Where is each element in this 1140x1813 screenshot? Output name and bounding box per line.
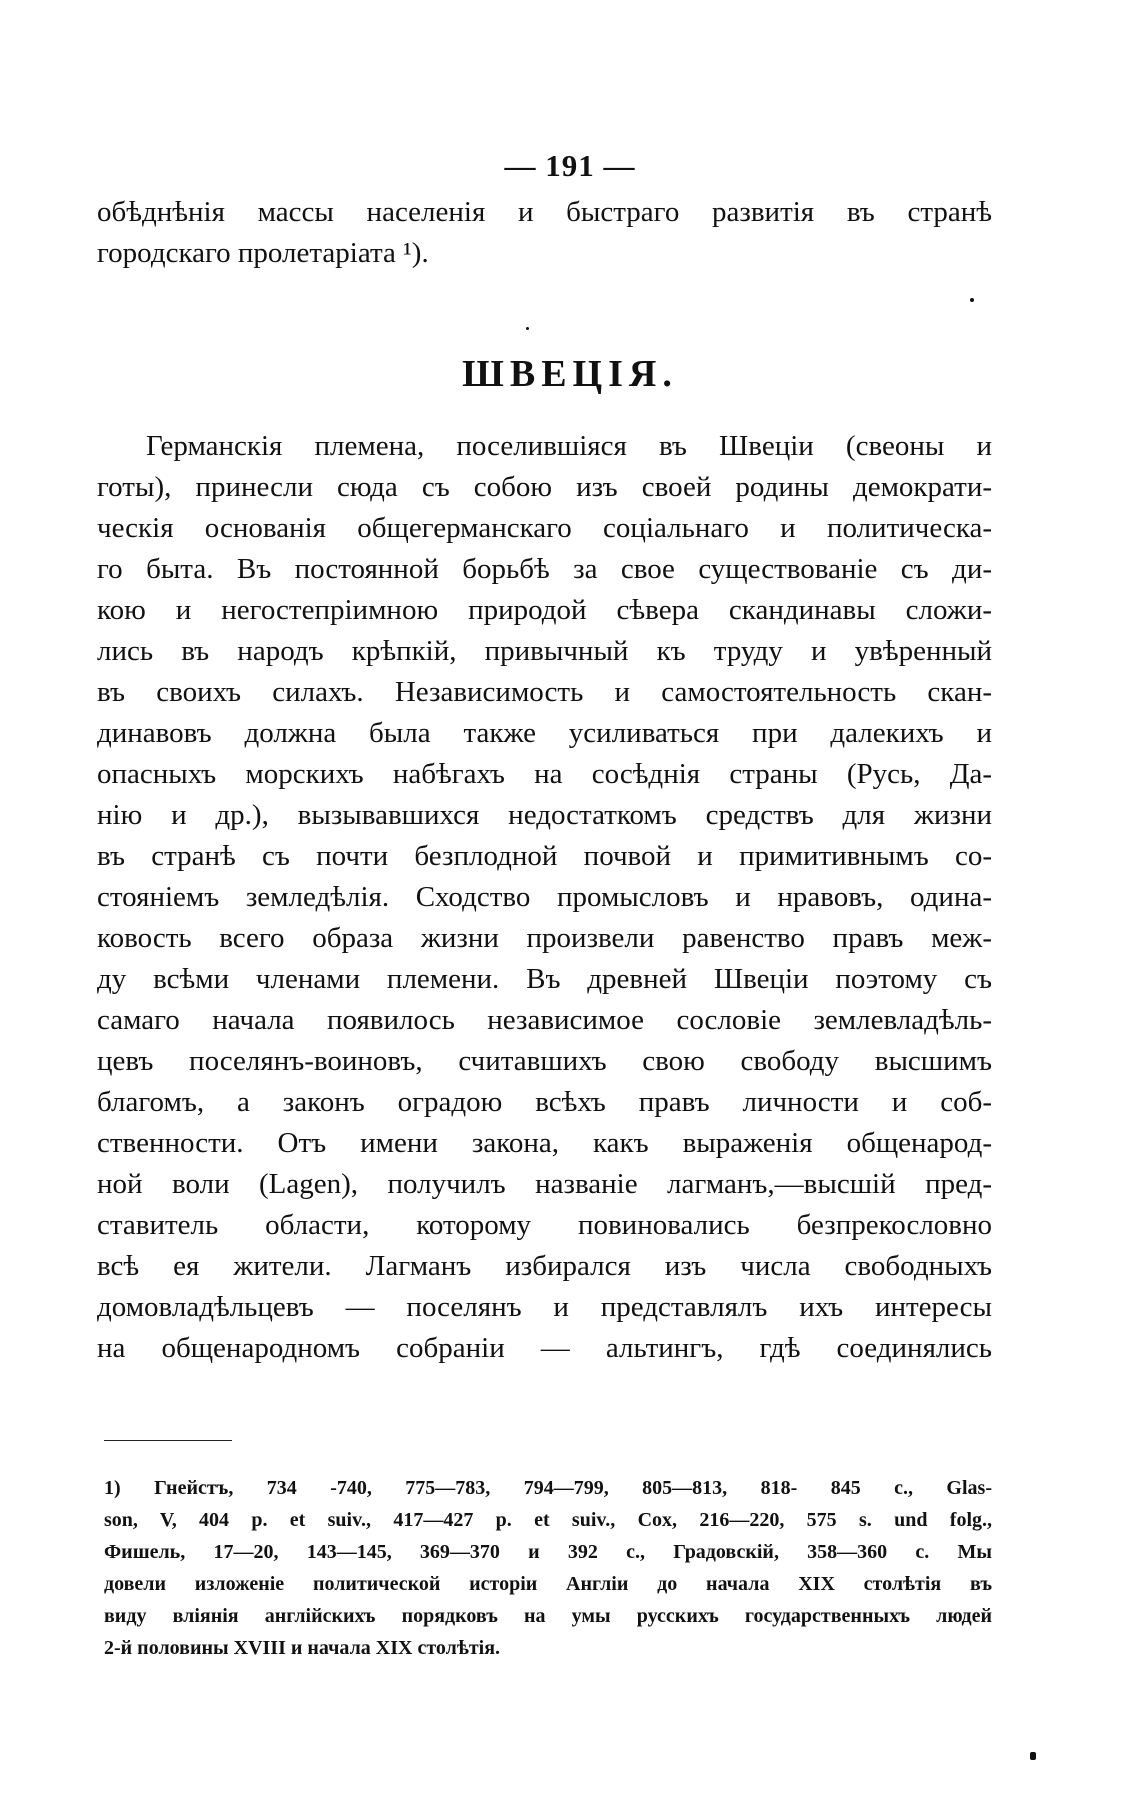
body-line: опасныхъ морскихъ набѣгахъ на сосѣднія страны (Русь, Да- [97, 758, 992, 790]
body-line: ду всѣми членами племени. Въ древней Швеціи поэтому съ [97, 963, 992, 995]
body-line: динавовъ должна была также усиливаться при далекихъ и [97, 717, 992, 749]
footnote-line: Фишель, 17—20, 143—145, 369—370 и 392 с., Градовскій, 358—360 с. Мы [104, 1541, 992, 1563]
print-speck [526, 327, 529, 330]
body-line: самаго начала появилось независимое сословіе землевладѣль- [97, 1004, 992, 1036]
intro-line: городскаго пролетаріата ¹). [97, 237, 429, 269]
body-line: Германскія племена, поселившіяся въ Швеціи (свеоны и [146, 430, 992, 462]
page-number: — 191 — [504, 148, 636, 183]
body-line: готы), принесли сюда съ собою изъ своей родины демократи- [97, 471, 992, 503]
body-line: стояніемъ земледѣлія. Сходство промысловъ и нравовъ, одина- [97, 881, 992, 913]
body-line: цевъ поселянъ-воиновъ, считавшихъ свою свободу высшимъ [97, 1045, 992, 1077]
body-line: на общенародномъ собраніи — альтингъ, гдѣ соединялись [97, 1332, 992, 1364]
section-heading: ШВЕЦІЯ. [462, 353, 678, 395]
body-line: домовладѣльцевъ — поселянъ и представлялъ ихъ интересы [97, 1291, 992, 1323]
print-speck [1030, 1752, 1036, 1760]
footnote-separator [104, 1440, 232, 1441]
footnote-line: son, V, 404 p. et suiv., 417—427 p. et suiv., Cox, 216—220, 575 s. und folg., [104, 1509, 992, 1531]
body-line: благомъ, а законъ оградою всѣхъ правъ личности и соб- [97, 1086, 992, 1118]
body-line: ческія основанія общегерманскаго соціальнаго и политическа- [97, 512, 992, 544]
body-line: всѣ ея жители. Лагманъ избирался изъ числа свободныхъ [97, 1250, 992, 1282]
body-line: въ своихъ силахъ. Независимость и самостоятельность скан- [97, 676, 992, 708]
body-line: ковость всего образа жизни произвели равенство правъ меж- [97, 922, 992, 954]
footnote-line: 2-й половины XVIII и начала XIX столѣтія. [104, 1637, 501, 1659]
footnote-line: 1) Гнейстъ, 734 -740, 775—783, 794—799, 805—813, 818- 845 с., Glas- [104, 1477, 992, 1499]
body-line: въ странѣ съ почти безплодной почвой и примитивнымъ со- [97, 840, 992, 872]
print-speck [970, 298, 974, 302]
body-line: ставитель области, которому повиновались безпрекословно [97, 1209, 992, 1241]
intro-line: обѣднѣнія массы населенія и быстраго развитія въ странѣ [97, 196, 992, 228]
footnote-line: довели изложеніе политической исторіи Англіи до начала XIX столѣтія въ [104, 1573, 992, 1595]
body-line: лись въ народъ крѣпкій, привычный къ труду и увѣренный [97, 635, 992, 667]
body-line: ной воли (Lagen), получилъ названіе лагманъ,—высшій пред- [97, 1168, 992, 1200]
body-line: кою и негостепріимною природой сѣвера скандинавы сложи- [97, 594, 992, 626]
body-line: нію и др.), вызывавшихся недостаткомъ средствъ для жизни [97, 799, 992, 831]
body-line: го быта. Въ постоянной борьбѣ за свое существованіе съ ди- [97, 553, 992, 585]
body-line: ственности. Отъ имени закона, какъ выраженія общенарод- [97, 1127, 992, 1159]
footnote-line: виду вліянія англійскихъ порядковъ на умы русскихъ государственныхъ людей [104, 1605, 992, 1627]
